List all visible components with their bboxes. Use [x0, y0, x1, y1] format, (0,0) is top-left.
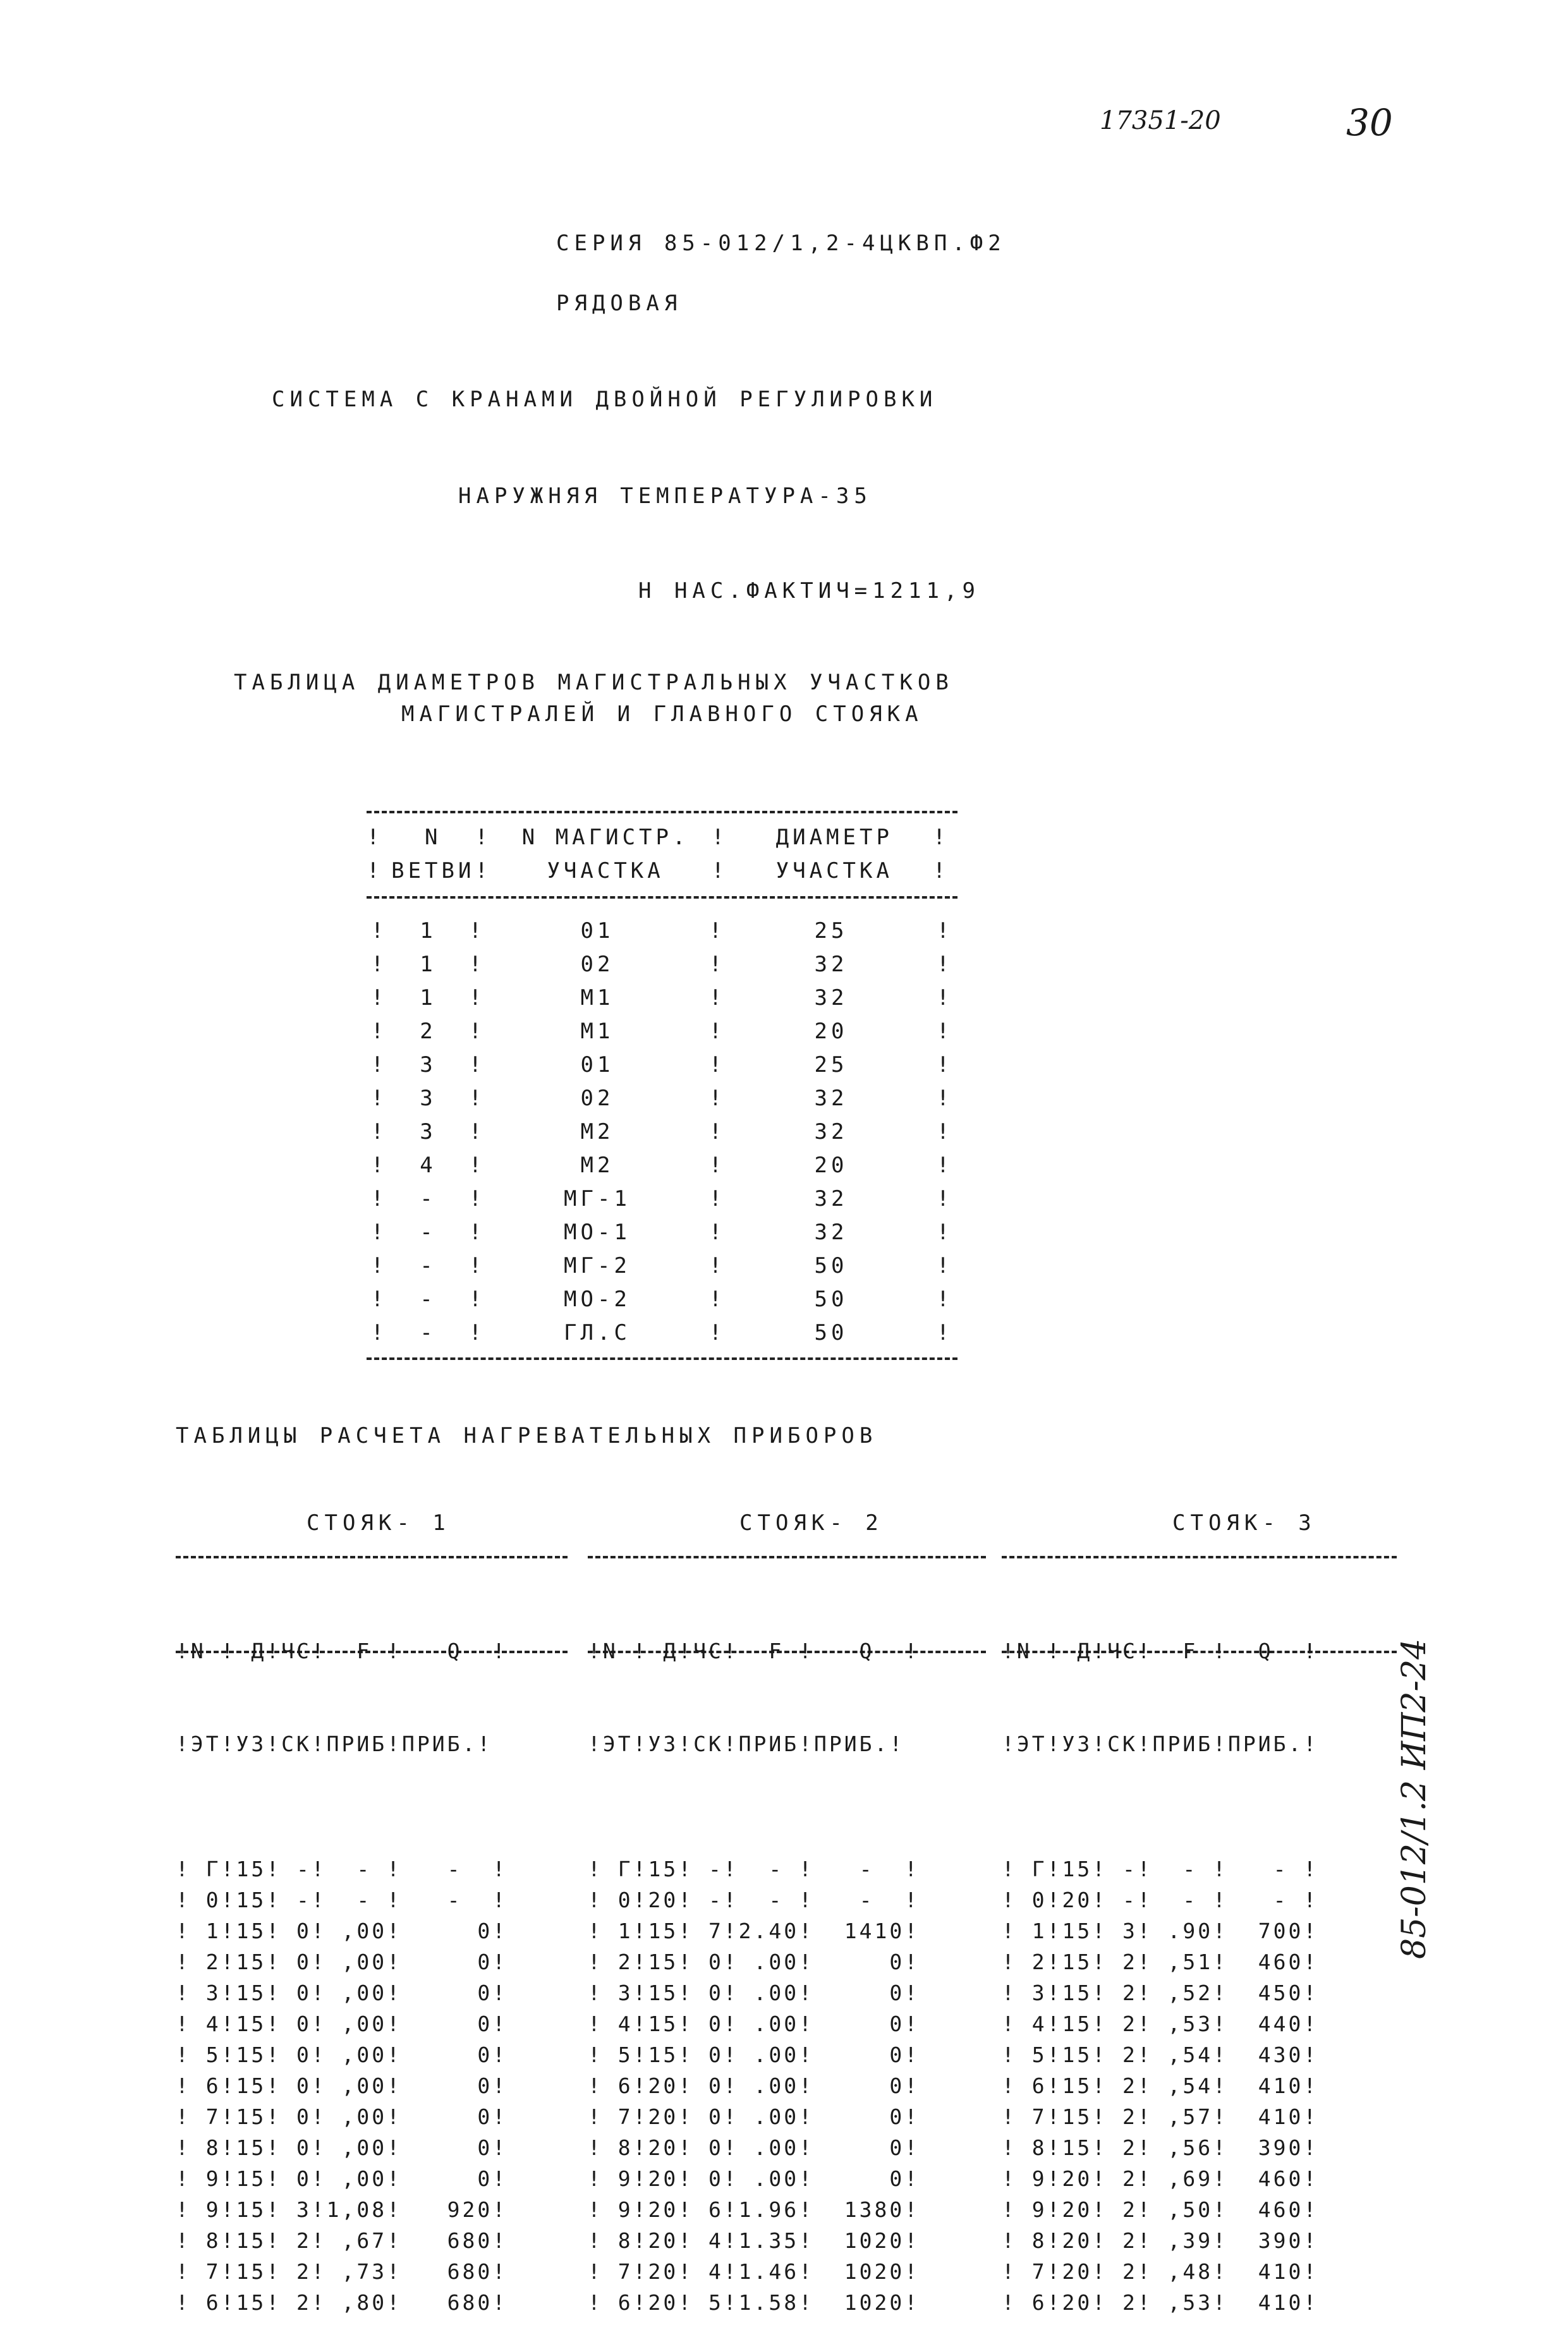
riser-2-row: ! 1!15! 7!2.40! 1410! — [588, 1919, 920, 1943]
diameter-cell: 32 — [814, 951, 848, 977]
segment-cell: М2 — [580, 1119, 614, 1144]
sep: ! — [936, 1186, 954, 1211]
branch-cell: 1 — [420, 918, 437, 944]
diameters-header-row: ! ВЕТВИ ! УЧАСТКА ! УЧАСТКА ! — [367, 854, 957, 887]
riser-1-row: ! 1!15! 0! ,00! 0! — [176, 1919, 508, 1943]
sep: ! — [708, 1018, 726, 1044]
header-branch: ВЕТВИ — [391, 858, 475, 883]
riser-1-row: ! 8!15! 2! ,67! 680! — [176, 2228, 508, 2253]
riser-1-row: ! 3!15! 0! ,00! 0! — [176, 1981, 508, 2005]
riser-1-title: СТОЯК- 1 — [307, 1510, 451, 1536]
sep: ! — [936, 1085, 954, 1111]
riser-2-row: ! 0!20! -! - ! - ! — [588, 1888, 920, 1912]
diameter-row — [367, 1081, 957, 1115]
riser-1-header-2: !ЭТ!УЗ!СК!ПРИБ!ПРИБ.! — [176, 1732, 493, 1756]
branch-cell: 4 — [420, 1152, 437, 1178]
sep: ! — [370, 1219, 388, 1245]
sep: ! — [708, 918, 726, 944]
riser-1-row: ! 9!15! 3!1,08! 920! — [176, 2197, 508, 2222]
riser-1-top-rule — [176, 1556, 568, 1558]
riser-3-row: ! 3!15! 2! ,52! 450! — [1002, 1981, 1319, 2005]
sep: ! — [468, 1320, 486, 1345]
sep: ! — [708, 1119, 726, 1144]
diameter-row — [367, 914, 957, 947]
riser-1-row: ! 5!15! 0! ,00! 0! — [176, 2042, 508, 2067]
diameters-top-rule — [367, 811, 957, 813]
riser-2-row: ! 7!20! 4!1.46! 1020! — [588, 2259, 920, 2284]
sep: ! — [936, 1253, 954, 1278]
sep: ! — [708, 1320, 726, 1345]
riser-1-row: ! 6!15! 0! ,00! 0! — [176, 2073, 508, 2098]
type-title: РЯДОВАЯ — [556, 291, 683, 316]
segment-cell: М2 — [580, 1152, 614, 1178]
system-title: СИСТЕМА С КРАНАМИ ДВОЙНОЙ РЕГУЛИРОВКИ — [272, 387, 938, 412]
sep: ! — [468, 1286, 486, 1312]
diameter-row — [367, 1148, 957, 1182]
sep: ! — [468, 918, 486, 944]
riser-2-row: ! 4!15! 0! .00! 0! — [588, 2012, 920, 2036]
sep: ! — [936, 1018, 954, 1044]
riser-2-row: ! 9!20! 6!1.96! 1380! — [588, 2197, 920, 2222]
riser-1-row: ! Г!15! -! - ! - ! — [176, 1857, 508, 1881]
diameter-cell: 50 — [814, 1286, 848, 1312]
sep: ! — [936, 985, 954, 1011]
sep: ! — [370, 1286, 388, 1312]
riser-2-header-1: !N ! Д!ЧС! F ! Q ! — [588, 1639, 920, 1663]
temperature-title: НАРУЖНЯЯ ТЕМПЕРАТУРА-35 — [458, 483, 872, 509]
diameters-bottom-rule — [367, 1357, 957, 1360]
sep: ! — [468, 1253, 486, 1278]
diameter-cell: 32 — [814, 1219, 848, 1245]
riser-3-row: ! 7!20! 2! ,48! 410! — [1002, 2259, 1319, 2284]
riser-2-row: ! 2!15! 0! .00! 0! — [588, 1950, 920, 1974]
branch-cell: - — [420, 1219, 437, 1245]
riser-3-row: ! 5!15! 2! ,54! 430! — [1002, 2042, 1319, 2067]
branch-cell: 3 — [420, 1052, 437, 1077]
segment-cell: МО-2 — [564, 1286, 631, 1312]
sep: ! — [468, 951, 486, 977]
riser-3-top-rule — [1002, 1556, 1397, 1558]
segment-cell: М1 — [580, 985, 614, 1011]
segment-cell: ГЛ.С — [564, 1320, 631, 1345]
riser-3-row: ! 2!15! 2! ,51! 460! — [1002, 1950, 1319, 1974]
sep: ! — [936, 1052, 954, 1077]
sep: ! — [468, 1119, 486, 1144]
series-title: СЕРИЯ 85-012/1,2-4ЦКВП.Ф2 — [556, 231, 1006, 256]
sep: ! — [468, 1186, 486, 1211]
riser-3-header-1: !N ! Д!ЧС! F ! Q ! — [1002, 1639, 1319, 1663]
diameter-cell: 32 — [814, 985, 848, 1011]
diameter-row — [367, 1282, 957, 1316]
riser-2-top-rule — [588, 1556, 986, 1558]
diameters-heading-1: ТАБЛИЦА ДИАМЕТРОВ МАГИСТРАЛЬНЫХ УЧАСТКОВ — [234, 670, 954, 695]
sep: ! — [936, 1320, 954, 1345]
devices-heading: ТАБЛИЦЫ РАСЧЕТА НАГРЕВАТЕЛЬНЫХ ПРИБОРОВ — [176, 1423, 878, 1448]
sep: ! — [708, 1085, 726, 1111]
segment-cell: М1 — [580, 1018, 614, 1044]
diameters-mid-rule — [367, 896, 957, 899]
riser-2-row: ! 5!15! 0! .00! 0! — [588, 2042, 920, 2067]
riser-2-row: ! 7!20! 0! .00! 0! — [588, 2104, 920, 2129]
sep: ! — [370, 951, 388, 977]
diameter-cell: 32 — [814, 1119, 848, 1144]
riser-2-row: ! 9!20! 0! .00! 0! — [588, 2166, 920, 2191]
segment-cell: 02 — [580, 951, 614, 977]
header-segment: УЧАСТКА — [547, 858, 664, 883]
branch-cell: 1 — [420, 985, 437, 1011]
sep: ! — [708, 1253, 726, 1278]
diameter-row — [367, 1014, 957, 1048]
branch-cell: - — [420, 1186, 437, 1211]
diameter-row — [367, 981, 957, 1014]
branch-cell: - — [420, 1286, 437, 1312]
diameter-row — [367, 1048, 957, 1081]
riser-1-row: ! 4!15! 0! ,00! 0! — [176, 2012, 508, 2036]
segment-cell: МГ-2 — [564, 1253, 631, 1278]
sep: ! — [936, 951, 954, 977]
riser-2-table — [588, 1574, 920, 2349]
diameter-row — [367, 1115, 957, 1148]
sep: ! — [468, 1152, 486, 1178]
sep: ! — [936, 918, 954, 944]
sep: ! — [370, 918, 388, 944]
sep: ! — [708, 1152, 726, 1178]
diameter-row — [367, 1182, 957, 1215]
riser-3-row: ! 9!20! 2! ,50! 460! — [1002, 2197, 1319, 2222]
sep: ! — [370, 1085, 388, 1111]
riser-3-row: ! 6!15! 2! ,54! 410! — [1002, 2073, 1319, 2098]
riser-2-title: СТОЯК- 2 — [739, 1510, 884, 1536]
branch-cell: 3 — [420, 1085, 437, 1111]
branch-cell: - — [420, 1320, 437, 1345]
riser-2-row: ! 6!20! 5!1.58! 1020! — [588, 2290, 920, 2315]
sep: ! — [468, 1085, 486, 1111]
branch-cell: 3 — [420, 1119, 437, 1144]
diameter-cell: 20 — [814, 1018, 848, 1044]
riser-3-table — [1002, 1574, 1318, 2349]
diameter-row — [367, 1249, 957, 1282]
sep: ! — [708, 1052, 726, 1077]
pressure-title: Н НАС.ФАКТИЧ=1211,9 — [638, 578, 980, 604]
sep: ! — [936, 1152, 954, 1178]
segment-cell: 01 — [580, 1052, 614, 1077]
side-note: 85-012/1.2 ИП2-24 — [1395, 1638, 1433, 1959]
riser-3-row: ! 8!15! 2! ,56! 390! — [1002, 2135, 1319, 2160]
sep: ! — [468, 985, 486, 1011]
branch-cell: 1 — [420, 951, 437, 977]
riser-1-row: ! 2!15! 0! ,00! 0! — [176, 1950, 508, 1974]
riser-3-row: ! 9!20! 2! ,69! 460! — [1002, 2166, 1319, 2191]
diameter-cell: 50 — [814, 1320, 848, 1345]
diameter-row — [367, 947, 957, 981]
diameter-cell: 32 — [814, 1186, 848, 1211]
riser-2-row: ! 8!20! 0! .00! 0! — [588, 2135, 920, 2160]
riser-1-row: ! 8!15! 0! ,00! 0! — [176, 2135, 508, 2160]
riser-1-row: ! 0!15! -! - ! - ! — [176, 1888, 508, 1912]
riser-1-row: ! 7!15! 2! ,73! 680! — [176, 2259, 508, 2284]
sep: ! — [936, 1219, 954, 1245]
header-branch-n: N — [425, 824, 442, 850]
riser-1-row: ! 9!15! 0! ,00! 0! — [176, 2166, 508, 2191]
sep: ! — [708, 1219, 726, 1245]
sep: ! — [370, 1152, 388, 1178]
sep: ! — [708, 951, 726, 977]
sep: ! — [370, 1320, 388, 1345]
sep: ! — [370, 1018, 388, 1044]
riser-3-row: ! 1!15! 3! .90! 700! — [1002, 1919, 1319, 1943]
header-segment-2: УЧАСТКА — [775, 858, 893, 883]
sep: ! — [468, 1052, 486, 1077]
diameter-row — [367, 1316, 957, 1349]
sep: ! — [708, 1286, 726, 1312]
sep: ! — [468, 1219, 486, 1245]
sep: ! — [468, 1018, 486, 1044]
riser-2-row: ! 3!15! 0! .00! 0! — [588, 1981, 920, 2005]
riser-3-row: ! 6!20! 2! ,53! 410! — [1002, 2290, 1319, 2315]
diameters-table — [367, 820, 957, 887]
riser-3-row: ! 7!15! 2! ,57! 410! — [1002, 2104, 1319, 2129]
diameters-heading-2: МАГИСТРАЛЕЙ И ГЛАВНОГО СТОЯКА — [401, 701, 923, 727]
riser-2-row: ! 6!20! 0! .00! 0! — [588, 2073, 920, 2098]
header-diameter: ДИАМЕТР — [775, 824, 893, 850]
segment-cell: 02 — [580, 1085, 614, 1111]
sep: ! — [708, 1186, 726, 1211]
riser-1-row: ! 7!15! 0! ,00! 0! — [176, 2104, 508, 2129]
sep: ! — [370, 1052, 388, 1077]
sep: ! — [708, 985, 726, 1011]
riser-2-row: ! Г!15! -! - ! - ! — [588, 1857, 920, 1881]
sep: ! — [370, 985, 388, 1011]
riser-2-header-2: !ЭТ!УЗ!СК!ПРИБ!ПРИБ.! — [588, 1732, 905, 1756]
riser-3-title: СТОЯК- 3 — [1172, 1510, 1316, 1536]
diameters-body — [367, 914, 957, 1349]
diameter-cell: 50 — [814, 1253, 848, 1278]
riser-1-row: ! 6!15! 2! ,80! 680! — [176, 2290, 508, 2315]
header-segment-n: N МАГИСТР. — [521, 824, 690, 850]
riser-3-header-2: !ЭТ!УЗ!СК!ПРИБ!ПРИБ.! — [1002, 1732, 1319, 1756]
sep: ! — [370, 1253, 388, 1278]
sep: ! — [370, 1119, 388, 1144]
diameter-cell: 25 — [814, 918, 848, 944]
riser-3-row: ! 8!20! 2! ,39! 390! — [1002, 2228, 1319, 2253]
riser-3-row: ! Г!15! -! - ! - ! — [1002, 1857, 1319, 1881]
segment-cell: МО-1 — [564, 1219, 631, 1245]
sep: ! — [936, 1119, 954, 1144]
diameter-cell: 20 — [814, 1152, 848, 1178]
riser-2-row: ! 8!20! 4!1.35! 1020! — [588, 2228, 920, 2253]
segment-cell: МГ-1 — [564, 1186, 631, 1211]
riser-1-table — [176, 1574, 507, 2349]
branch-cell: 2 — [420, 1018, 437, 1044]
sep: ! — [370, 1186, 388, 1211]
branch-cell: - — [420, 1253, 437, 1278]
riser-3-row: ! 0!20! -! - ! - ! — [1002, 1888, 1319, 1912]
riser-1-header-1: !N ! Д!ЧС! F ! Q ! — [176, 1639, 508, 1663]
doc-number: 17351-20 — [1100, 106, 1221, 135]
riser-3-row: ! 4!15! 2! ,53! 440! — [1002, 2012, 1319, 2036]
segment-cell: 01 — [580, 918, 614, 944]
sep: ! — [936, 1286, 954, 1312]
diameters-header-row: ! N ! N МАГИСТР. ! ДИАМЕТР ! — [367, 820, 957, 854]
diameter-cell: 32 — [814, 1085, 848, 1111]
diameter-cell: 25 — [814, 1052, 848, 1077]
diameter-row — [367, 1215, 957, 1249]
page-number: 30 — [1346, 101, 1393, 144]
